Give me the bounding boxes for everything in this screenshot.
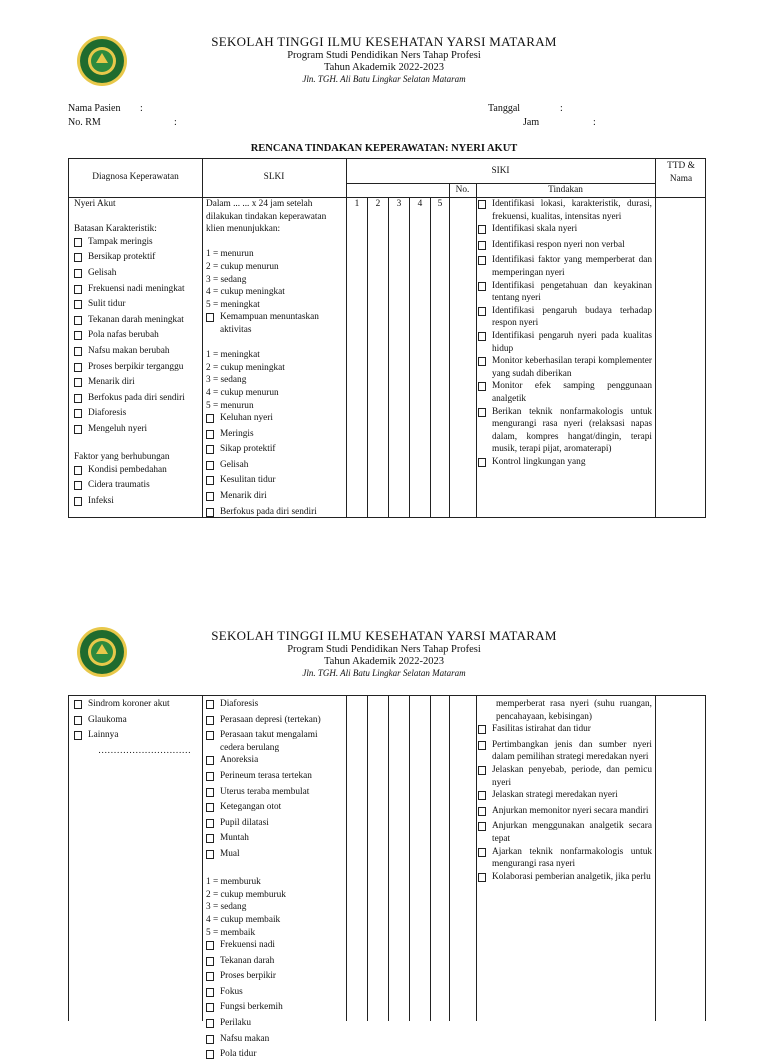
tindakan-item bbox=[478, 820, 652, 845]
slki-item bbox=[206, 770, 344, 786]
tindakan-item-label: Identifikasi pengetahuan dan keyakinan tentang nyeri bbox=[492, 280, 652, 304]
checkbox-icon[interactable] bbox=[74, 731, 82, 740]
header-no: No. bbox=[455, 185, 470, 195]
checkbox-icon[interactable] bbox=[206, 988, 214, 997]
checkbox-icon[interactable] bbox=[478, 822, 486, 831]
checkbox-icon[interactable] bbox=[206, 850, 214, 859]
program-name: Program Studi Pendidikan Ners Tahap Profesi bbox=[287, 50, 481, 61]
batasan-item-label: Berfokus pada diri sendiri bbox=[88, 392, 185, 403]
slki-item bbox=[206, 817, 344, 833]
slki-item-label: Menarik diri bbox=[220, 491, 267, 502]
slki-item bbox=[206, 801, 344, 817]
time-colon: : bbox=[593, 117, 596, 128]
academic-year-2: Tahun Akademik 2022-2023 bbox=[324, 656, 444, 667]
faktor-item-label: Infeksi bbox=[88, 495, 114, 506]
tindakan-item-label: Ajarkan teknik nonfarmakologis untuk mengurangi rasa nyeri bbox=[492, 846, 652, 870]
checkbox-icon[interactable] bbox=[206, 834, 214, 843]
checkbox-icon[interactable] bbox=[478, 873, 486, 882]
tindakan-item-label: Anjurkan menggunakan analgetik secara tepat bbox=[492, 821, 652, 844]
faktor-item-label: Sindrom koroner akut bbox=[88, 699, 170, 709]
scale-b-line: 1 = meningkat bbox=[206, 350, 260, 361]
checkbox-icon[interactable] bbox=[206, 1003, 214, 1012]
faktor-item-label: Cidera traumatis bbox=[88, 480, 150, 491]
slki-item-label: Meringis bbox=[220, 428, 254, 439]
batasan-item-label: Proses berpikir terganggu bbox=[88, 361, 184, 372]
slki-item-label: Muntah bbox=[220, 833, 249, 844]
document-header-2 bbox=[0, 628, 768, 684]
program-name-2: Program Studi Pendidikan Ners Tahap Profesi bbox=[287, 644, 481, 655]
checkbox-icon[interactable] bbox=[478, 766, 486, 775]
tindakan-item bbox=[478, 846, 652, 871]
slki-item-label: Anoreksia bbox=[220, 755, 259, 766]
scale-c-line: 3 = sedang bbox=[206, 902, 247, 913]
time-label: Jam bbox=[523, 117, 540, 128]
tindakan-item-label: Jelaskan penyebab, periode, dan pemicu nyeri bbox=[492, 764, 652, 788]
checkbox-icon[interactable] bbox=[206, 803, 214, 812]
scale-a-line: 1 = menurun bbox=[206, 249, 254, 260]
faktor-title: Faktor yang berhubungan bbox=[74, 452, 170, 463]
tindakan-item-label: Kontrol lingkungan yang bbox=[492, 456, 586, 467]
batasan-item-label: Gelisah bbox=[88, 267, 117, 278]
faktor-item bbox=[74, 698, 200, 714]
patient-name-label: Nama Pasien bbox=[68, 103, 121, 114]
batasan-item-label: Pola nafas berubah bbox=[88, 330, 159, 341]
scale-c-line: 1 = memburuk bbox=[206, 877, 261, 888]
slki-item-label: Fungsi berkemih bbox=[220, 1002, 283, 1013]
institution-name: SEKOLAH TINGGI ILMU KESEHATAN YARSI MATARAM bbox=[211, 34, 557, 49]
checkbox-icon[interactable] bbox=[206, 957, 214, 966]
checkbox-icon[interactable] bbox=[74, 700, 82, 709]
rm-colon: : bbox=[174, 117, 177, 128]
slki-item bbox=[206, 970, 344, 986]
patient-name-colon: : bbox=[140, 103, 143, 114]
faktor-item-label: Kondisi pembedahan bbox=[88, 464, 167, 475]
header-diagnosa: Diagnosa Keperawatan bbox=[92, 172, 179, 182]
checkbox-icon[interactable] bbox=[478, 791, 486, 800]
slki-item bbox=[206, 1033, 344, 1049]
slki-item-label: Proses berpikir bbox=[220, 971, 277, 982]
slki-item-label: Tekanan darah bbox=[220, 955, 275, 966]
header-slki: SLKI bbox=[263, 172, 285, 182]
slki-item bbox=[206, 848, 344, 864]
checkbox-icon[interactable] bbox=[206, 972, 214, 981]
checkbox-icon[interactable] bbox=[206, 716, 214, 725]
tindakan-item-label: Anjurkan memonitor nyeri secara mandiri bbox=[492, 805, 649, 816]
scale-b-line: 5 = menurun bbox=[206, 400, 254, 411]
slki-item bbox=[206, 955, 344, 971]
checkbox-icon[interactable] bbox=[478, 725, 486, 734]
scale-num-5: 5 bbox=[437, 199, 443, 209]
tindakan-item-label: Kolaborasi pemberian analgetik, jika perlu bbox=[492, 871, 651, 882]
slki-item-label: Perilaku bbox=[220, 1018, 251, 1029]
faktor-item-label: Glaukoma bbox=[88, 714, 127, 725]
checkbox-icon[interactable] bbox=[478, 741, 486, 750]
slki-item-label: Fokus bbox=[220, 986, 243, 997]
tindakan-item-label: Berikan teknik nonfarmakologis untuk mengurangi rasa nyeri (relaksasi napas dalam, kompres hangat/dingin, terapi musik, terapi pijat, aromaterapi) bbox=[492, 406, 652, 455]
scale-a-line: 5 = meningkat bbox=[206, 299, 260, 310]
slki-item-label: Frekuensi nadi bbox=[220, 940, 275, 951]
header-siki: SIKI bbox=[491, 166, 510, 176]
institution-name-2: SEKOLAH TINGGI ILMU KESEHATAN YARSI MATARAM bbox=[211, 628, 557, 643]
tindakan-item-label: Monitor efek samping penggunaan analgetik bbox=[492, 381, 652, 404]
slki-item-label: Keluhan nyeri bbox=[220, 413, 273, 424]
slki-item bbox=[206, 939, 344, 955]
batasan-item-label: Nafsu makan berubah bbox=[88, 345, 170, 356]
checkbox-icon[interactable] bbox=[206, 1035, 214, 1044]
slki-intro: Dalam ... ... x 24 jam setelah dilakukan tindakan keperawatan klien menunjukkan: bbox=[206, 199, 327, 235]
scale-c-line: 4 = cukup membaik bbox=[206, 914, 281, 925]
slki-item-label: Berfokus pada diri sendiri bbox=[220, 506, 317, 517]
tindakan-continued: memperberat rasa nyeri (suhu ruangan, pencahayaan, kebisingan) bbox=[496, 699, 652, 722]
slki-item bbox=[206, 1017, 344, 1033]
checkbox-icon[interactable] bbox=[206, 700, 214, 709]
slki-item bbox=[206, 1048, 344, 1064]
tindakan-item-label: Identifikasi respon nyeri non verbal bbox=[492, 239, 625, 250]
slki-item bbox=[206, 986, 344, 1002]
slki-item-label: Pola tidur bbox=[220, 1049, 257, 1060]
faktor-item-label: Lainnya bbox=[88, 730, 119, 741]
batasan-item-label: Diaforesis bbox=[88, 408, 127, 419]
tindakan-item-label: Identifikasi pengaruh nyeri pada kualitas hidup bbox=[492, 330, 652, 354]
tindakan-item-label: Jelaskan strategi meredakan nyeri bbox=[492, 790, 618, 801]
checkbox-icon[interactable] bbox=[206, 788, 214, 797]
slki-item-label: Ketegangan otot bbox=[220, 802, 282, 813]
slki-item bbox=[206, 1001, 344, 1017]
checkbox-icon[interactable] bbox=[206, 772, 214, 781]
header-ttd: TTD & Nama bbox=[667, 161, 695, 184]
slki-column-2 bbox=[206, 698, 344, 1064]
checkbox-icon[interactable] bbox=[478, 807, 486, 816]
scale-a-line: 2 = cukup menurun bbox=[206, 261, 279, 272]
checkbox-icon[interactable] bbox=[206, 941, 214, 950]
slki-item bbox=[206, 786, 344, 802]
scale-a-line: 4 = cukup meningkat bbox=[206, 287, 285, 298]
tindakan-item-label: Monitor keberhasilan terapi komplementer yang sudah diberikan bbox=[492, 356, 652, 379]
care-plan-table-2 bbox=[68, 695, 706, 1060]
batasan-item-label: Tekanan darah meningkat bbox=[88, 314, 184, 325]
slki-item bbox=[206, 754, 344, 770]
slki-item-label: Diaforesis bbox=[220, 699, 259, 709]
tindakan-item bbox=[478, 723, 652, 739]
lainnya-dots: ………………………… bbox=[98, 745, 191, 756]
slki-item bbox=[206, 714, 344, 730]
scale-c-line: 2 = cukup memburuk bbox=[206, 889, 286, 900]
scale-num-1: 1 bbox=[354, 199, 360, 209]
checkbox-icon[interactable] bbox=[206, 819, 214, 828]
faktor-item bbox=[74, 729, 200, 745]
diagnosa-column-2 bbox=[74, 698, 200, 757]
checkbox-icon[interactable] bbox=[478, 848, 486, 857]
scale-b-line: 2 = cukup meningkat bbox=[206, 362, 285, 373]
faktor-item bbox=[74, 714, 200, 730]
batasan-item-label: Tampak meringis bbox=[88, 236, 153, 247]
batasan-item-label: Frekuensi nadi meningkat bbox=[88, 283, 185, 294]
rm-label: No. RM bbox=[68, 117, 101, 128]
batasan-item-label: Sulit tidur bbox=[88, 299, 126, 310]
batasan-item-label: Menarik diri bbox=[88, 377, 135, 388]
checkbox-icon[interactable] bbox=[206, 756, 214, 765]
tindakan-item-label: Identifikasi skala nyeri bbox=[492, 224, 578, 235]
plan-title: RENCANA TINDAKAN KEPERAWATAN: NYERI AKUT bbox=[250, 143, 518, 154]
slki-item-label: Nafsu makan bbox=[220, 1033, 270, 1044]
batasan-item-label: Bersikap protektif bbox=[88, 252, 156, 263]
scale-num-2: 2 bbox=[375, 199, 381, 209]
academic-year: Tahun Akademik 2022-2023 bbox=[324, 62, 444, 73]
address: Jln. TGH. Ali Batu Lingkar Selatan Mataram bbox=[302, 74, 466, 84]
tindakan-item-label: Identifikasi pengaruh budaya terhadap respon nyeri bbox=[492, 305, 652, 329]
slki-item-label: Gelisah bbox=[220, 459, 249, 470]
tindakan-item bbox=[478, 789, 652, 805]
slki-item-label: Pupil dilatasi bbox=[220, 817, 269, 828]
scale-c-line: 5 = membaik bbox=[206, 927, 256, 938]
tindakan-item bbox=[478, 805, 652, 821]
scale-a-line: 3 = sedang bbox=[206, 274, 247, 285]
header-tindakan: Tindakan bbox=[548, 185, 583, 195]
scale-num-4: 4 bbox=[417, 199, 423, 209]
date-colon: : bbox=[560, 103, 563, 114]
slki-item bbox=[206, 729, 344, 754]
slki-item-label: Perineum terasa tertekan bbox=[220, 770, 312, 781]
tindakan-item-label: Identifikasi lokasi, karakteristik, durasi, frekuensi, kualitas, intensitas nyeri bbox=[492, 199, 652, 222]
tindakan-item bbox=[478, 764, 652, 789]
tindakan-column-2 bbox=[478, 698, 652, 886]
scale-b-line: 3 = sedang bbox=[206, 375, 247, 386]
slki-item-label: Mual bbox=[220, 848, 240, 859]
slki-item-label: Uterus teraba membulat bbox=[220, 786, 310, 797]
slki-item-label: Kesulitan tidur bbox=[220, 475, 276, 486]
diagnosa-title: Nyeri Akut bbox=[74, 199, 116, 209]
tindakan-item bbox=[478, 739, 652, 764]
checkbox-icon[interactable] bbox=[74, 716, 82, 725]
checkbox-icon[interactable] bbox=[206, 731, 214, 740]
slki-item-label: Kemampuan menuntaskan aktivitas bbox=[220, 312, 319, 335]
tindakan-item bbox=[478, 871, 652, 887]
scale-b-line: 4 = cukup menurun bbox=[206, 387, 279, 398]
batasan-title: Batasan Karakteristik: bbox=[74, 224, 157, 235]
batasan-item-label: Mengeluh nyeri bbox=[88, 423, 148, 434]
tindakan-item-label: Pertimbangkan jenis dan sumber nyeri dalam pemilihan strategi meredakan nyeri bbox=[492, 739, 652, 763]
scale-num-3: 3 bbox=[396, 199, 402, 209]
address-2: Jln. TGH. Ali Batu Lingkar Selatan Mataram bbox=[302, 668, 466, 678]
slki-item bbox=[206, 698, 344, 714]
date-label: Tanggal bbox=[488, 103, 521, 114]
slki-item-label: Perasaan takut mengalami cedera berulang bbox=[220, 730, 318, 753]
slki-item bbox=[206, 832, 344, 848]
slki-item-label: Perasaan depresi (tertekan) bbox=[220, 714, 321, 725]
tindakan-item-label: Identifikasi faktor yang memperberat dan memperingan nyeri bbox=[492, 255, 652, 278]
slki-item-label: Sikap protektif bbox=[220, 444, 276, 455]
tindakan-item-label: Fasilitas istirahat dan tidur bbox=[492, 724, 591, 735]
checkbox-icon[interactable] bbox=[206, 1050, 214, 1059]
